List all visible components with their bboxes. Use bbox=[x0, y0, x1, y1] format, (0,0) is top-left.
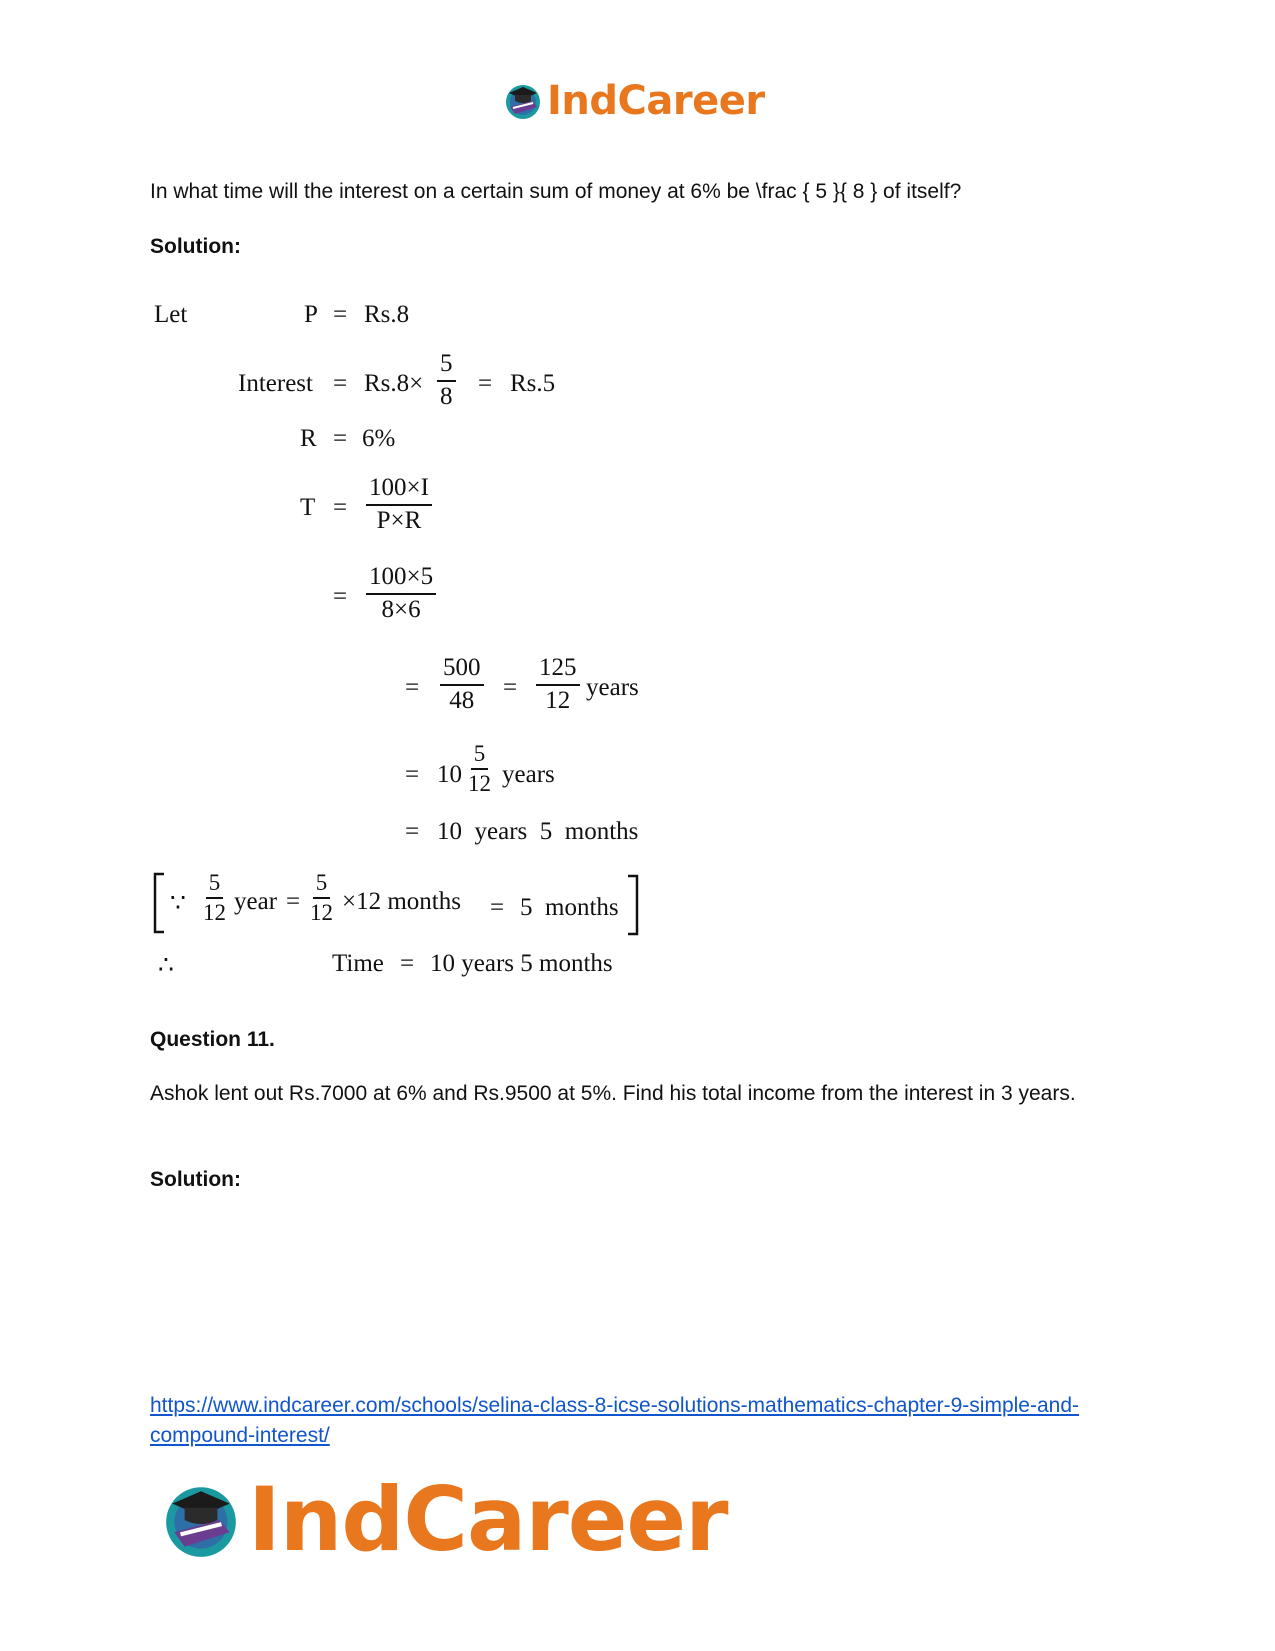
t-lhs: T bbox=[300, 494, 316, 521]
step2-fraction-a bbox=[440, 654, 484, 716]
because-fraction-b bbox=[307, 870, 336, 927]
equals-sign: = bbox=[478, 370, 493, 397]
therefore-symbol: ∴ bbox=[158, 952, 174, 979]
fraction-denominator: 48 bbox=[449, 686, 475, 714]
let-label: Let bbox=[154, 301, 188, 328]
solution-label: Solution: bbox=[150, 1168, 241, 1191]
step3-whole: 10 bbox=[437, 761, 462, 788]
fraction-denominator: 12 bbox=[545, 686, 571, 714]
time-lhs: Time bbox=[332, 950, 384, 977]
equals-sign: = bbox=[333, 370, 348, 397]
equals-sign: = bbox=[405, 761, 420, 788]
equals-sign: = bbox=[490, 894, 505, 921]
fraction-numerator: 500 bbox=[440, 654, 484, 686]
years-label: years bbox=[586, 674, 639, 701]
because-symbol: ∵ bbox=[170, 890, 186, 917]
fraction-denominator: 12 bbox=[468, 771, 491, 797]
year-label: year bbox=[234, 888, 278, 915]
equals-sign: = bbox=[333, 494, 348, 521]
times-months: ×12 months bbox=[342, 888, 461, 915]
equals-sign: = bbox=[333, 425, 348, 452]
fraction-numerator: 125 bbox=[536, 654, 580, 686]
because-fraction-a bbox=[200, 870, 229, 927]
equals-sign: = bbox=[333, 583, 348, 610]
left-bracket-icon bbox=[152, 872, 166, 934]
years-label: years bbox=[502, 761, 555, 788]
step2-fraction-b bbox=[536, 654, 580, 716]
step4-result: 10 years 5 months bbox=[437, 818, 639, 845]
fraction-denominator: 12 bbox=[203, 900, 226, 926]
equals-sign: = bbox=[400, 950, 415, 977]
fraction-numerator: 100×I bbox=[366, 474, 432, 506]
t-fraction bbox=[366, 474, 432, 536]
p-rhs: Rs.8 bbox=[364, 301, 410, 328]
equals-sign: = bbox=[405, 674, 420, 701]
fraction-denominator: 8×6 bbox=[381, 595, 421, 623]
fraction-numerator: 5 bbox=[313, 870, 331, 899]
graduation-cap-icon bbox=[160, 1479, 242, 1561]
brand-wordmark: IndCareer bbox=[248, 1468, 728, 1571]
equals-sign: = bbox=[286, 888, 301, 915]
brand-wordmark: IndCareer bbox=[547, 78, 765, 124]
fraction-numerator: 5 bbox=[437, 350, 456, 382]
because-rhs: 5 months bbox=[520, 894, 619, 921]
equals-sign: = bbox=[503, 674, 518, 701]
graduation-cap-icon bbox=[503, 81, 543, 121]
interest-fraction bbox=[437, 350, 456, 412]
fraction-numerator: 5 bbox=[471, 741, 489, 770]
fraction-numerator: 5 bbox=[206, 870, 224, 899]
interest-mid: Rs.8× bbox=[364, 370, 424, 397]
question-11-text: Ashok lent out Rs.7000 at 6% and Rs.9500 at 5%. Find his total income from the interest in 3 years. bbox=[150, 1082, 1076, 1105]
equals-sign: = bbox=[405, 818, 420, 845]
footer-logo bbox=[160, 1468, 728, 1571]
question-11-title: Question 11. bbox=[150, 1028, 275, 1051]
step1-fraction bbox=[366, 563, 436, 625]
fraction-denominator: 12 bbox=[310, 900, 333, 926]
right-bracket-icon bbox=[626, 874, 640, 936]
fraction-denominator: 8 bbox=[440, 382, 453, 410]
r-lhs: R bbox=[300, 425, 317, 452]
solution-label: Solution: bbox=[150, 235, 241, 258]
interest-rhs: Rs.5 bbox=[510, 370, 556, 397]
time-rhs: 10 years 5 months bbox=[430, 950, 613, 977]
p-lhs: P bbox=[304, 301, 318, 328]
interest-lhs: Interest bbox=[238, 370, 313, 397]
step3-fraction bbox=[465, 741, 494, 798]
header-logo bbox=[503, 78, 765, 124]
fraction-denominator: P×R bbox=[376, 506, 422, 534]
question-text: In what time will the interest on a certain sum of money at 6% be \frac { 5 }{ 8 } of itself? bbox=[150, 180, 962, 203]
equals-sign: = bbox=[333, 301, 348, 328]
source-link[interactable]: https://www.indcareer.com/schools/selina-class-8-icse-solutions-mathematics-chapter-9-simple-and-compound-interest/ bbox=[150, 1394, 1080, 1447]
fraction-numerator: 100×5 bbox=[366, 563, 436, 595]
r-rhs: 6% bbox=[362, 425, 396, 452]
